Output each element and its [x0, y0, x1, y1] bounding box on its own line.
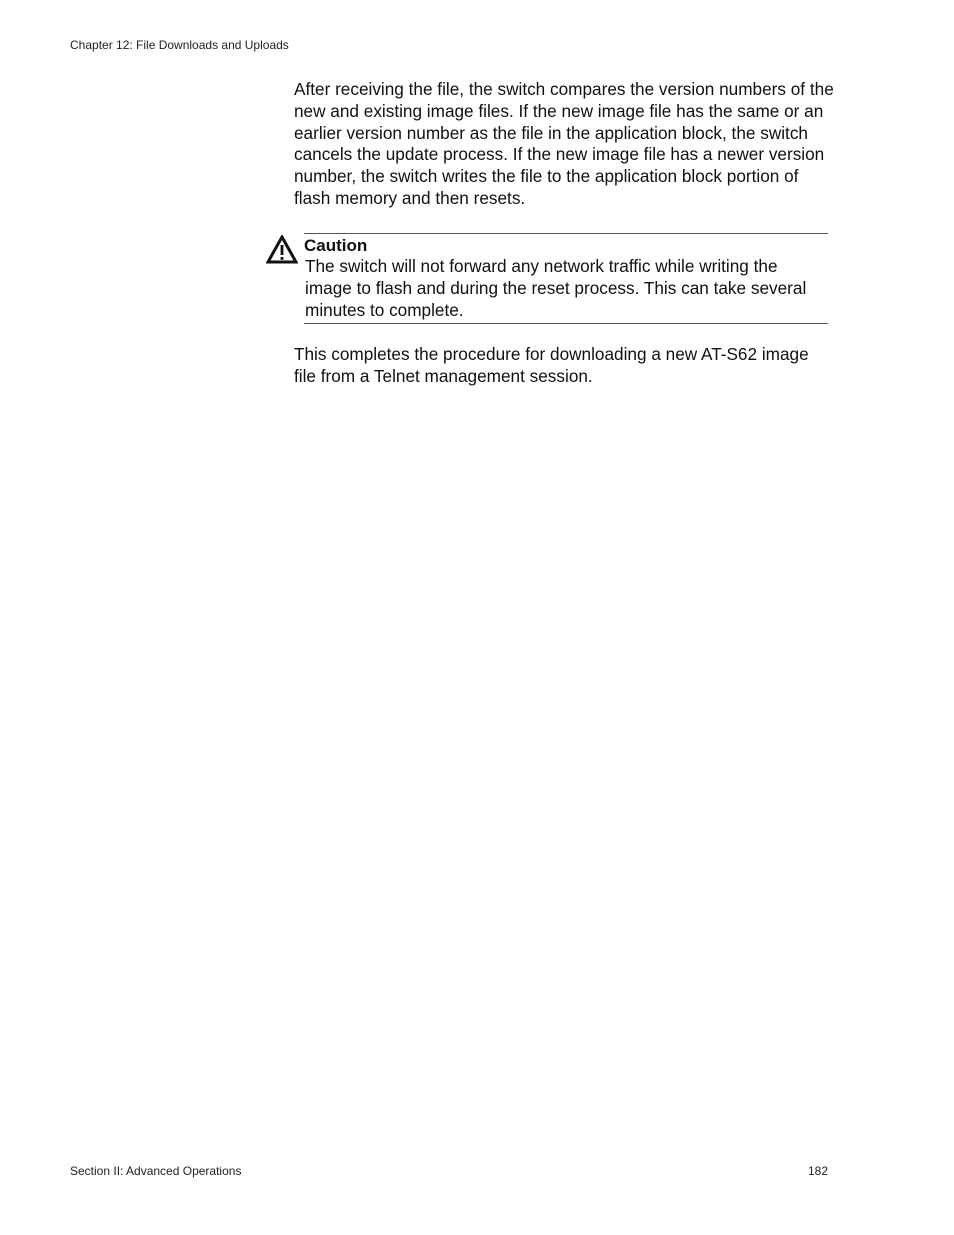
- caution-callout: [266, 233, 828, 324]
- caution-bottom-rule: [304, 323, 828, 324]
- body-paragraph: After receiving the file, the switch compares the version numbers of the new and existing image files. If the new image file has the same or an earlier version number as the file in the application block, the switch cancels the update process. If the new image file has a newer version number, the switch writes the file to the application block portion of flash memory and then resets.: [294, 79, 834, 208]
- caution-text: The switch will not forward any network traffic while writing the image to flash and during the reset process. This can take several minutes to complete.: [305, 256, 807, 320]
- warning-triangle-icon: [266, 235, 298, 265]
- body-paragraph: This completes the procedure for downloading a new AT-S62 image file from a Telnet management session.: [294, 344, 809, 386]
- caution-title: Caution: [304, 236, 368, 255]
- page-number: 182: [807, 1164, 828, 1178]
- running-footer-section: Section II: Advanced Operations: [70, 1164, 242, 1178]
- caution-top-rule: [304, 233, 828, 234]
- running-header: Chapter 12: File Downloads and Uploads: [70, 38, 289, 52]
